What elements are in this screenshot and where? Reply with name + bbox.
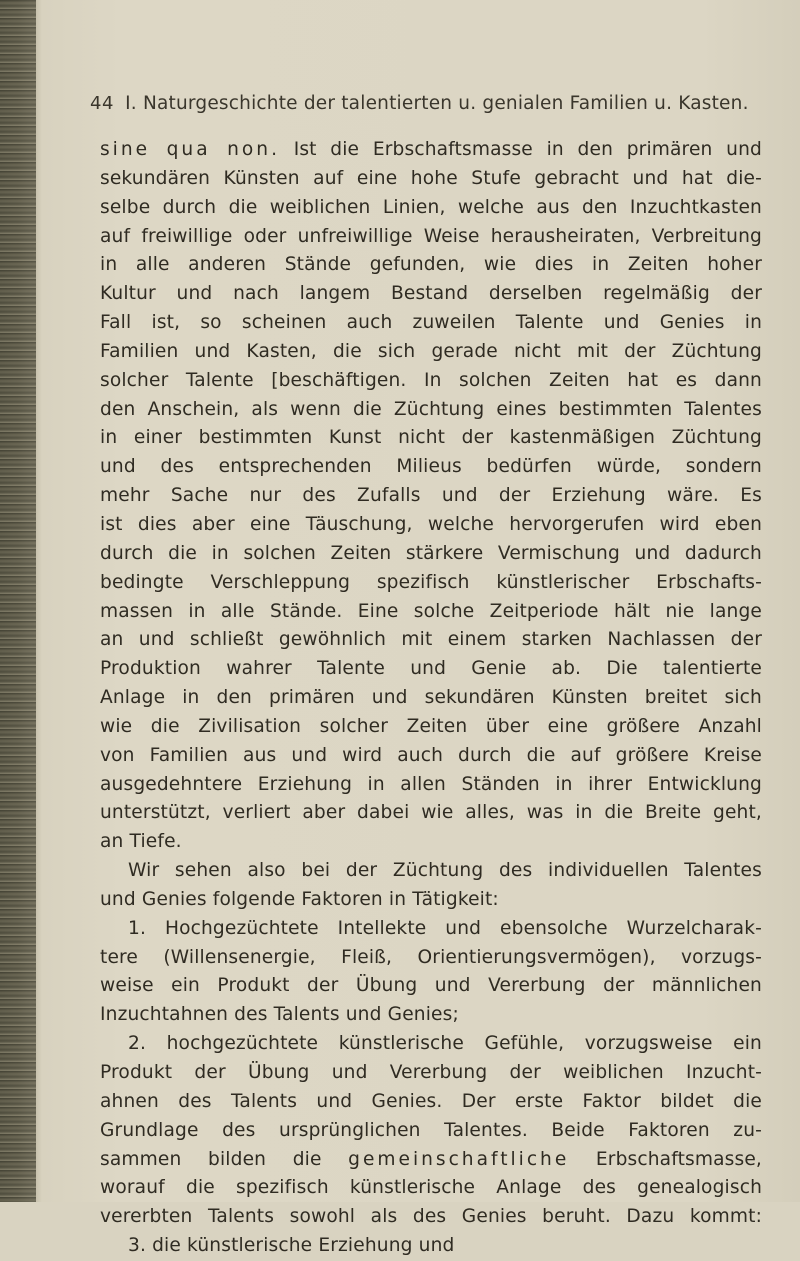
line-text: 1. Hochgezüchtete Intellekte und ebensolche Wurzelcharak- [128, 917, 762, 939]
text-line [100, 1059, 762, 1088]
line-text: ausgedehntere Erziehung in allen Ständen in ihrer Entwicklung [100, 773, 762, 795]
line-text: und des entsprechenden Milieus bedürfen würde, sondern [100, 456, 762, 478]
text-line [100, 1146, 762, 1175]
text-line [100, 194, 762, 223]
line-text: 3. die künstlerische Erziehung und [128, 1235, 455, 1257]
line-text: auf freiwillige oder unfreiwillige Weise herausheiraten, Verbreitung [100, 225, 762, 247]
book-spine-edge [0, 0, 36, 1202]
text-line [100, 915, 762, 944]
text-line [100, 713, 762, 742]
line-text: wie die Zivilisation solcher Zeiten über eine größere Anzahl [100, 715, 762, 737]
emphasized-text: sine qua non. [100, 139, 280, 160]
line-text: Inzuchtahnen des Talents und Genies; [100, 1004, 459, 1026]
text-line [100, 1174, 762, 1203]
line-text: in alle anderen Stände gefunden, wie dies in Zeiten hoher [100, 254, 762, 276]
line-text: Erbschaftsmasse, [569, 1148, 762, 1170]
emphasized-text: gemeinschaftliche [348, 1148, 570, 1170]
running-title: I. Naturgeschichte der talentierten u. genialen Familien u. Kasten. [125, 93, 749, 114]
text-line [100, 944, 762, 973]
text-line [100, 396, 762, 425]
text-line [100, 655, 762, 684]
line-text: und Genies folgende Faktoren in Tätigkeit: [100, 888, 499, 910]
text-line [100, 828, 762, 857]
text-line [100, 1232, 762, 1261]
text-line [100, 280, 762, 309]
text-line [100, 569, 762, 598]
text-line [100, 453, 762, 482]
text-line [100, 338, 762, 367]
line-text: vererbten Talents sowohl als des Genies beruht. Dazu kommt: [100, 1206, 762, 1228]
text-line [100, 136, 762, 165]
text-line [100, 1030, 762, 1059]
line-text: sekundären Künsten auf eine hohe Stufe gebracht und hat die- [100, 167, 762, 189]
line-text: weise ein Produkt der Übung und Vererbung der männlichen [100, 975, 762, 997]
line-text: worauf die spezifisch künstlerische Anlage des genealogisch [100, 1177, 762, 1199]
text-line [100, 684, 762, 713]
line-text: Grundlage des ursprünglichen Talentes. Beide Faktoren zu- [100, 1119, 762, 1141]
text-line [100, 742, 762, 771]
text-line [100, 540, 762, 569]
line-text: an Tiefe. [100, 831, 182, 853]
line-text: tere (Willensenergie, Fleiß, Orientierungsvermögen), vorzugs- [100, 946, 762, 968]
line-text: selbe durch die weiblichen Linien, welche aus den Inzuchtkasten [100, 196, 762, 218]
text-line [100, 367, 762, 396]
text-line [100, 424, 762, 453]
text-line [100, 626, 762, 655]
line-text: massen in alle Stände. Eine solche Zeitperiode hält nie lange [100, 600, 762, 622]
text-line [100, 1117, 762, 1146]
line-text: unterstützt, verliert aber dabei wie alles, was in die Breite geht, [100, 802, 762, 824]
text-line [100, 223, 762, 252]
text-line [100, 598, 762, 627]
line-text: solcher Talente [beschäftigen. In solchen Zeiten hat es dann [100, 369, 762, 391]
text-line [100, 886, 762, 915]
line-text: Ist die Erbschaftsmasse in den primären und [280, 139, 762, 160]
line-text: ist dies aber eine Täuschung, welche hervorgerufen wird eben [100, 513, 762, 535]
text-line [100, 1001, 762, 1030]
line-text: den Anschein, als wenn die Züchtung eines bestimmten Talentes [100, 398, 762, 420]
line-text: 2. hochgezüchtete künstlerische Gefühle, vorzugsweise ein [128, 1033, 762, 1055]
line-text: Produkt der Übung und Vererbung der weiblichen Inzucht- [100, 1062, 762, 1083]
line-text: Fall ist, so scheinen auch zuweilen Talente und Genies in [100, 312, 762, 334]
line-text: von Familien aus und wird auch durch die auf größere Kreise [100, 744, 762, 766]
page-number: 44 [90, 93, 114, 114]
text-line [100, 482, 762, 511]
text-line [100, 309, 762, 338]
text-line [100, 511, 762, 540]
line-text: an und schließt gewöhnlich mit einem starken Nachlassen der [100, 629, 762, 651]
line-text: Kultur und nach langem Bestand derselben regelmäßig der [100, 283, 762, 305]
line-text: in einer bestimmten Kunst nicht der kastenmäßigen Züchtung [100, 427, 762, 449]
text-line [100, 771, 762, 800]
line-text: ahnen des Talents und Genies. Der erste Faktor bildet die [100, 1090, 762, 1112]
line-text: sammen bilden die [100, 1148, 349, 1170]
line-text: mehr Sache nur des Zufalls und der Erziehung wäre. Es [100, 485, 762, 507]
line-text: Wir sehen also bei der Züchtung des individuellen Talentes [128, 860, 762, 882]
text-line [100, 972, 762, 1001]
body-text [100, 136, 762, 1261]
text-line [100, 1203, 762, 1232]
running-header [90, 93, 770, 115]
text-line [100, 165, 762, 194]
line-text: durch die in solchen Zeiten stärkere Vermischung und dadurch [100, 542, 762, 564]
text-line [100, 857, 762, 886]
line-text: Familien und Kasten, die sich gerade nicht mit der Züchtung [100, 340, 762, 362]
line-text: bedingte Verschleppung spezifisch künstlerischer Erbschafts- [100, 571, 762, 593]
line-text: Produktion wahrer Talente und Genie ab. Die talentierte [100, 658, 762, 680]
text-line [100, 1088, 762, 1117]
text-line [100, 799, 762, 828]
text-line [100, 251, 762, 280]
line-text: Anlage in den primären und sekundären Künsten breitet sich [100, 687, 762, 709]
